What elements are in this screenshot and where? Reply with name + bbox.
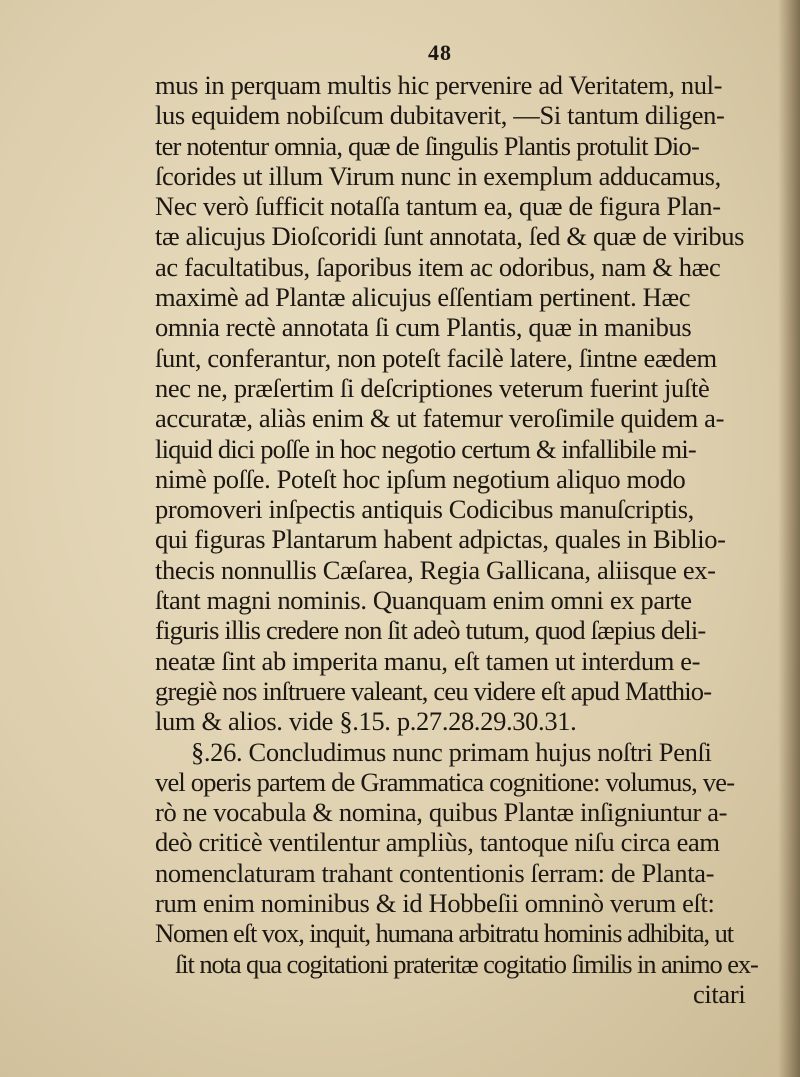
body-text — [155, 70, 780, 1009]
text-line: gregiè nos inſtruere valeant, ceu videre eſt apud Matthio- — [155, 675, 712, 706]
text-line: accuratæ, aliàs enim & ut fatemur veroſimile quidem a- — [155, 403, 725, 434]
text-line: vel operis partem de Grammatica cognitione: volumus, ve- — [155, 766, 735, 797]
text-line: lus equidem nobiſcum dubitaverit, —Si tantum diligen- — [155, 100, 725, 131]
text-line: tæ alicujus Dioſcoridi ſunt annotata, ſed & quæ de viribus — [155, 221, 745, 252]
text-line: qui figuras Plantarum habent adpictas, quales in Biblio- — [155, 524, 726, 555]
text-line: ſunt, conferantur, non poteſt facilè latere, ſintne eædem — [155, 342, 717, 373]
text-line: maximè ad Plantæ alicujus eſſentiam pertinent. Hæc — [155, 282, 691, 313]
text-line: liquid dici poſſe in hoc negotio certum & infallibile mi- — [155, 433, 696, 464]
text-line: promoveri inſpectis antiquis Codicibus manuſcriptis, — [155, 494, 694, 525]
text-line: rum enim nominibus & id Hobbeſii omninò verum eſt: — [155, 888, 715, 919]
page-edge-shadow — [778, 0, 800, 1077]
text-line: ſcorides ut illum Virum nunc in exemplum adducamus, — [155, 160, 721, 191]
text-line: figuris illis credere non ſit adeò tutum, quod ſæpius deli- — [155, 615, 706, 646]
text-line: thecis nonnullis Cæſarea, Regia Gallicana, aliisque ex- — [155, 554, 716, 585]
text-line: Nec verò ſufficit notaſſa tantum ea, quæ de figura Plan- — [155, 191, 721, 222]
text-line: mus in perquam multis hic pervenire ad Veritatem, nul- — [155, 70, 723, 100]
text-line: nec ne, præſertim ſi deſcriptiones veterum fuerint juſtè — [155, 372, 710, 403]
text-line: ter notentur omnia, quæ de ſingulis Plantis protulit Dio- — [155, 130, 699, 161]
text-line: nomenclaturam trahant contentionis ſerram: de Planta- — [155, 857, 715, 888]
text-line: rò ne vocabula & nomina, quibus Plantæ inſigniuntur a- — [155, 797, 728, 828]
text-line: ac facultatibus, ſaporibus item ac odoribus, nam & hæc — [155, 251, 721, 282]
text-line: Nomen eſt vox, inquit, humana arbitratu hominis adhibita, ut — [155, 918, 733, 949]
text-line: nimè poſſe. Poteſt hoc ipſum negotium aliquo modo — [155, 463, 686, 494]
text-line: lum & alios. vide §.15. p.27.28.29.30.31. — [155, 706, 577, 737]
section-heading-line: §.26. Concludimus nunc primam hujus noſtri Penſi — [191, 736, 712, 767]
text-line: ſit nota qua cogitationi prateritæ cogitatio ſimilis in animo ex- — [175, 948, 758, 979]
catchword: citari — [693, 978, 746, 1009]
page-number: 48 — [428, 40, 452, 65]
text-line: neatæ ſint ab imperita manu, eſt tamen ut interdum e- — [155, 645, 701, 676]
text-line: omnia rectè annotata ſi cum Plantis, quæ in manibus — [155, 312, 692, 343]
text-line: ſtant magni nominis. Quanquam enim omni ex parte — [155, 585, 692, 616]
text-line: deò criticè ventilentur ampliùs, tantoque niſu circa eam — [155, 827, 720, 858]
